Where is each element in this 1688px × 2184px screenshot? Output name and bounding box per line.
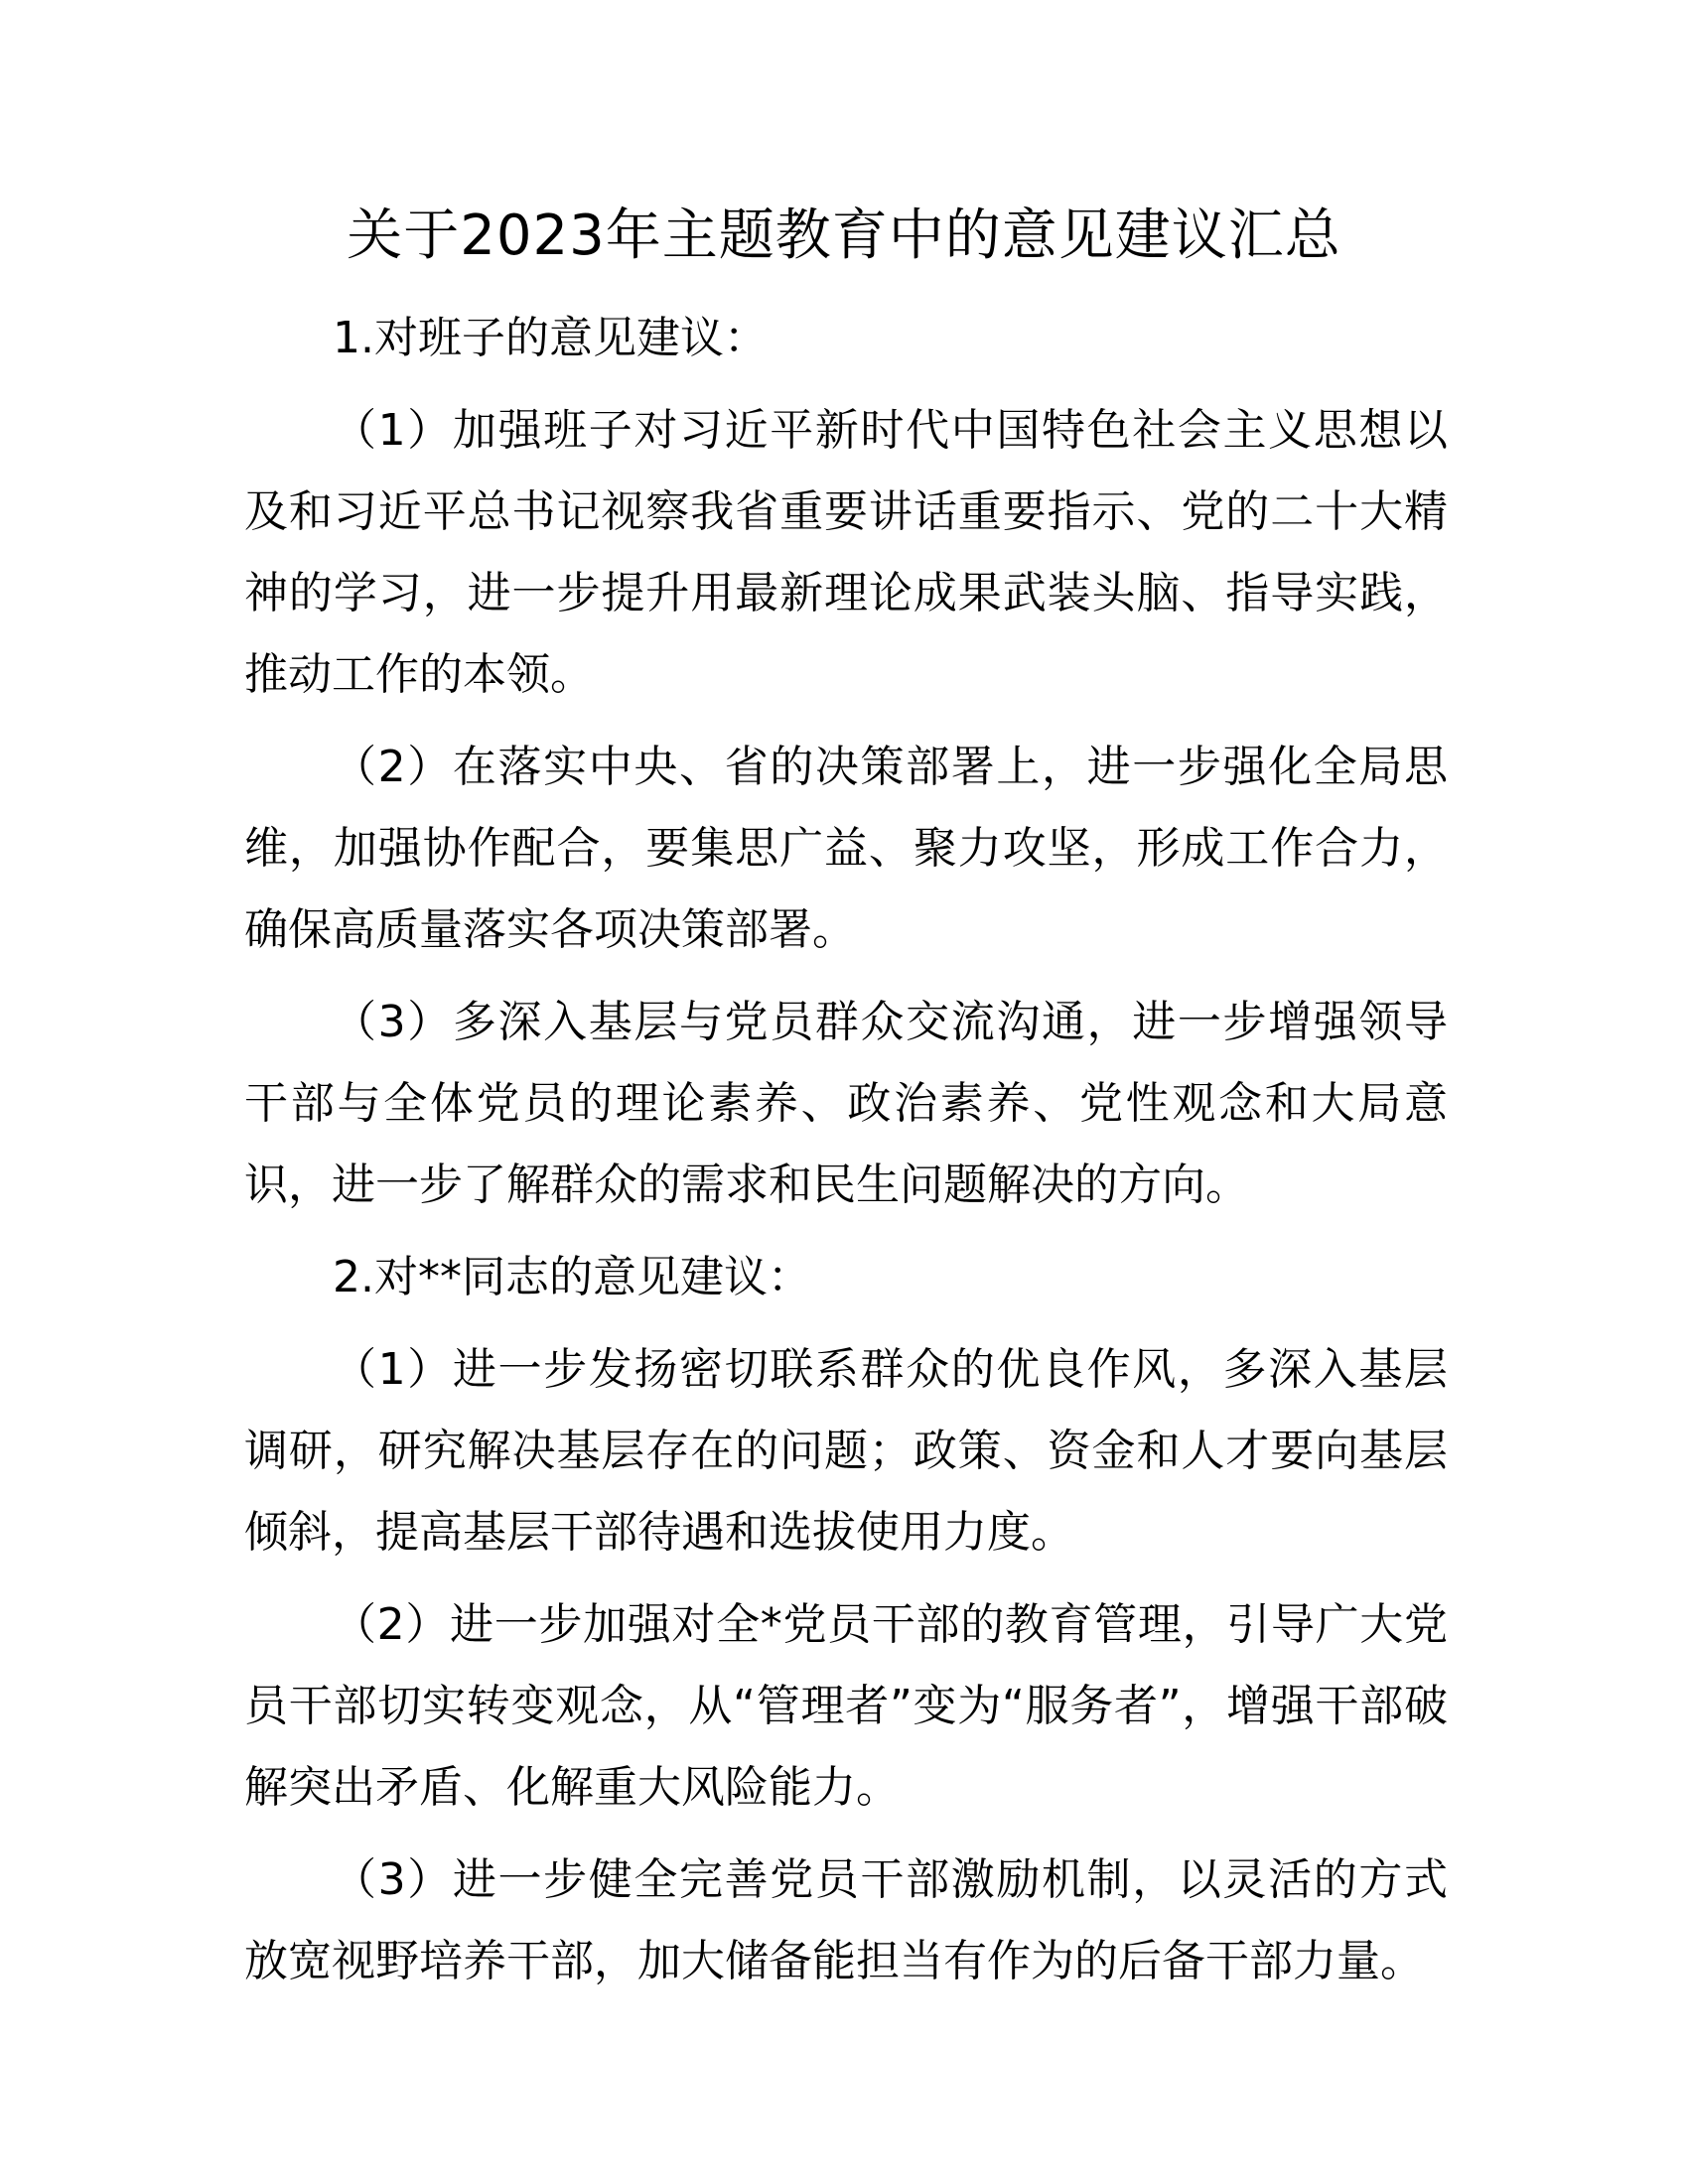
section-1-item-3: （3）多深入基层与党员群众交流沟通，进一步增强领导干部与全体党员的理论素养、政治素养、党性观念和大局意识，进一步了解群众的需求和民生问题解决的方向。 (244, 997, 1448, 1210)
section-1-heading: 1.对班子的意见建议： (333, 313, 768, 363)
document-title: 关于2023年主题教育中的意见建议汇总 (347, 204, 1341, 268)
section-1-item-1: （1）加强班子对习近平新时代中国特色社会主义思想以及和习近平总书记视察我省重要讲话重要指示、党的二十大精神的学习，进一步提升用最新理论成果武装头脑、指导实践，推动工作的本领。 (244, 405, 1448, 700)
document-body (244, 298, 1448, 2013)
section-2-item-2: （2）进一步加强对全*党员干部的教育管理，引导广大党员干部切实转变观念，从“管理者”变为“服务者”，增强干部破解突出矛盾、化解重大风险能力。 (244, 1599, 1448, 1813)
section-1-item-2: （2）在落实中央、省的决策部署上，进一步强化全局思维，加强协作配合，要集思广益、聚力攻坚，形成工作合力，确保高质量落实各项决策部署。 (244, 742, 1448, 955)
section-2-item-1: （1）进一步发扬密切联系群众的优良作风，多深入基层调研，研究解决基层存在的问题；政策、资金和人才要向基层倾斜，提高基层干部待遇和选拔使用力度。 (244, 1344, 1448, 1558)
section-2-heading: 2.对**同志的意见建议： (333, 1252, 811, 1302)
section-2-item-3: （3）进一步健全完善党员干部激励机制，以灵活的方式放宽视野培养干部，加大储备能担当有作为的后备干部力量。 (244, 1854, 1448, 1986)
